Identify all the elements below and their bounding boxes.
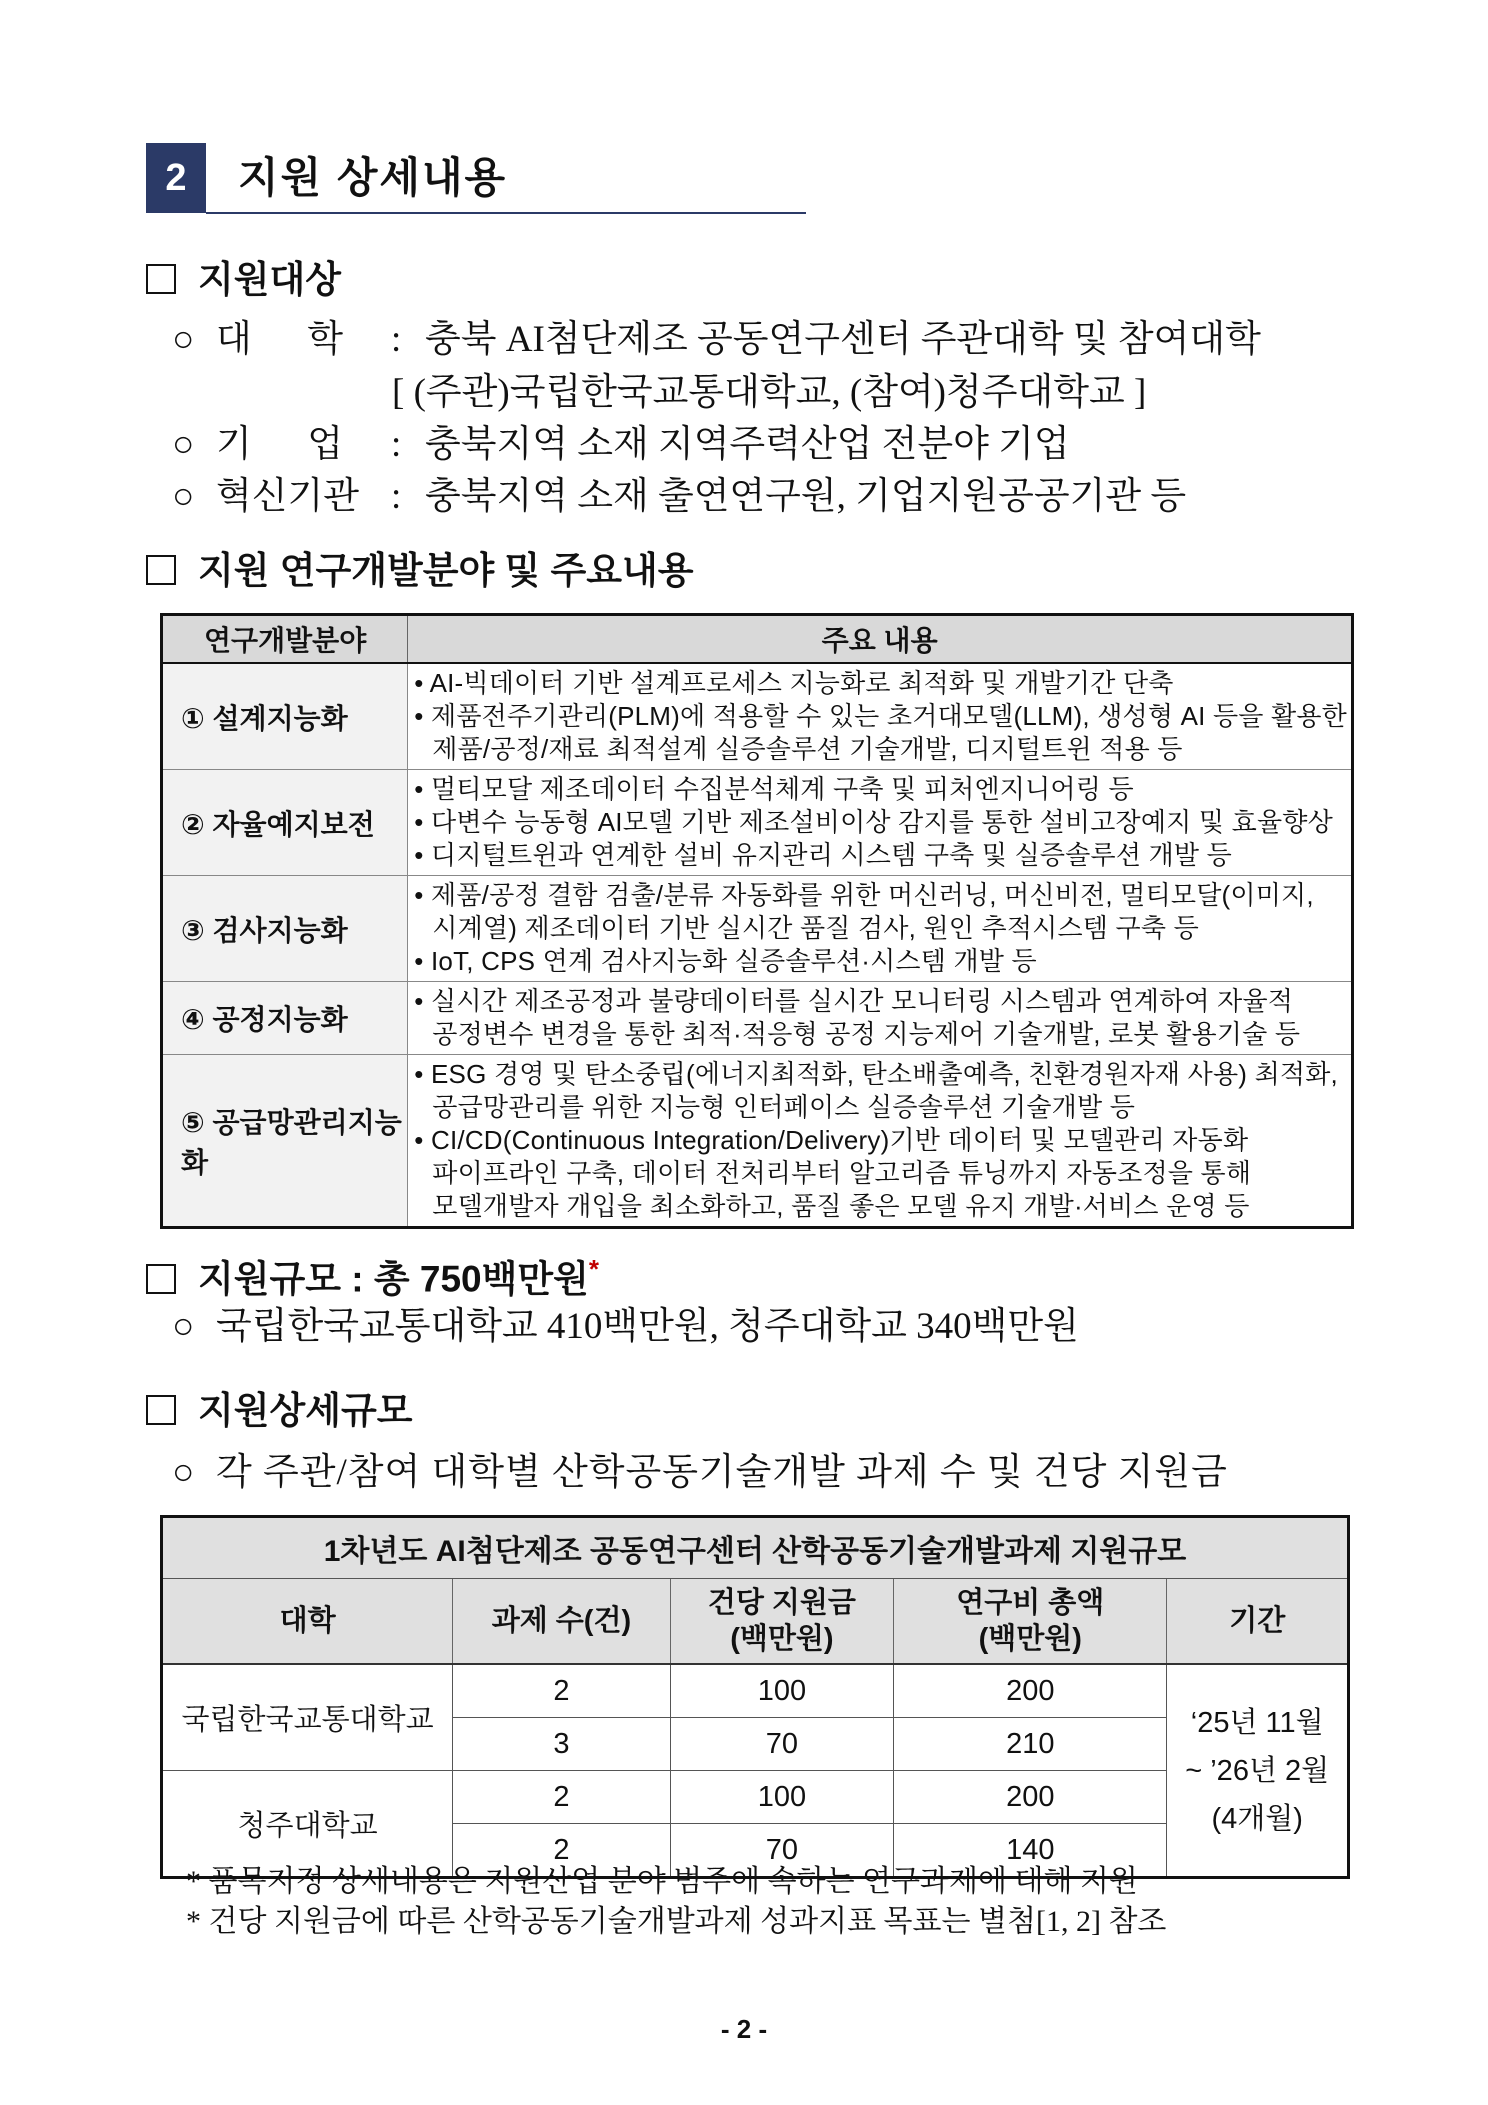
univ-cell: 국립한국교통대학교 — [162, 1664, 453, 1771]
col-content-header: 주요 내용 — [408, 615, 1353, 664]
table-row — [162, 982, 1353, 1055]
table-row — [162, 1664, 1349, 1718]
field-content: • ESG 경영 및 탄소중립(에너지최적화, 탄소배출예측, 친환경원자재 사용) 최적화, 공급망관리를 위한 지능형 인터페이스 실증솔루션 기술개발 등 • CI/CD(Continuous Integration/Delivery)기반 데이터 및 모델관리 자동화 파이프라인 구축, 데이터 전처리부터 알고리즘 튜닝까지 자동조정을 통해 모델개발자 개입을 최소화하고, 품질 좋은 모델 유지 개발·서비스 운영 등 — [408, 1055, 1353, 1228]
per-cell: 100 — [670, 1664, 893, 1718]
scale-detail: ○ 국립한국교통대학교 410백만원, 청주대학교 340백만원 — [172, 1302, 1079, 1352]
section-title: 지원 상세내용 — [238, 154, 508, 201]
checkbox-square-icon — [146, 1264, 176, 1294]
checkbox-square-icon — [146, 264, 176, 294]
circle-bullet-icon: ○ — [172, 1452, 196, 1493]
target-university: ○ 대 학 : 충북 AI첨단제조 공동연구센터 주관대학 및 참여대학 — [172, 315, 1261, 365]
count-cell: 3 — [453, 1718, 670, 1771]
total-cell: 200 — [894, 1664, 1167, 1718]
field-name: ② 자율예지보전 — [162, 770, 408, 876]
table-title: 1차년도 AI첨단제조 공동연구센터 산학공동기술개발과제 지원규모 — [162, 1517, 1349, 1579]
section-header — [146, 143, 666, 213]
circle-bullet-icon: ○ — [172, 424, 195, 465]
section-underline — [206, 212, 806, 214]
target-company: ○ 기 업 : 충북지역 소재 지역주력산업 전분야 기업 — [172, 420, 1070, 470]
section-number: 2 — [146, 143, 206, 213]
detail-scale-bullet: ○ 각 주관/참여 대학별 산학공동기술개발 과제 수 및 건당 지원금 — [172, 1448, 1228, 1498]
circle-bullet-icon: ○ — [172, 1306, 195, 1347]
period-cell: ‘25년 11월 ~ ’26년 2월 (4개월) — [1167, 1664, 1349, 1878]
checkbox-square-icon — [146, 555, 176, 585]
target-university-detail: [ (주관)국립한국교통대학교, (참여)청주대학교 ] — [392, 372, 1147, 413]
table-row — [162, 663, 1353, 770]
table-row — [162, 1055, 1353, 1228]
col-per-header: 건당 지원금 (백만원) — [670, 1579, 893, 1665]
circle-bullet-icon: ○ — [172, 319, 195, 360]
col-count-header: 과제 수(건) — [453, 1579, 670, 1665]
total-cell: 200 — [894, 1771, 1167, 1824]
target-institution: ○ 혁신기관 : 충북지역 소재 출연연구원, 기업지원공공기관 등 — [172, 472, 1186, 522]
field-content: • 멀티모달 제조데이터 수집분석체계 구축 및 피처엔지니어링 등 • 다변수 능동형 AI모델 기반 제조설비이상 감지를 통한 설비고장예지 및 효율향상 • 디지털트윈과 연계한 설비 유지관리 시스템 구축 및 실증솔루션 개발 등 — [408, 770, 1353, 876]
field-content: • 제품/공정 결함 검출/분류 자동화를 위한 머신러닝, 머신비전, 멀티모달(이미지, 시계열) 제조데이터 기반 실시간 품질 검사, 원인 추적시스템 구축 등 • IoT, CPS 연계 검사지능화 실증솔루션·시스템 개발 등 — [408, 876, 1353, 982]
table-title-row — [162, 1517, 1349, 1579]
univ-cell: 청주대학교 — [162, 1771, 453, 1878]
count-cell: 2 — [453, 1664, 670, 1718]
count-cell: 2 — [453, 1771, 670, 1824]
scale-table — [160, 1515, 1350, 1879]
table-row — [162, 770, 1353, 876]
per-cell: 70 — [670, 1718, 893, 1771]
col-field-header: 연구개발분야 — [162, 615, 408, 664]
scale-heading: 지원규모 : 총 750백만원* — [146, 1245, 599, 1293]
circle-bullet-icon: ○ — [172, 476, 195, 517]
table-row — [162, 876, 1353, 982]
asterisk-mark: * — [588, 1254, 599, 1284]
field-name: ④ 공정지능화 — [162, 982, 408, 1055]
field-content: • 실시간 제조공정과 불량데이터를 실시간 모니터링 시스템과 연계하여 자율적 공정변수 변경을 통한 최적·적응형 공정 지능제어 기술개발, 로봇 활용기술 등 — [408, 982, 1353, 1055]
table-header-row — [162, 615, 1353, 664]
targets-heading: 지원대상 — [146, 256, 341, 304]
field-name: ⑤ 공급망관리지능화 — [162, 1055, 408, 1228]
footnote: * 건당 지원금에 따른 산학공동기술개발과제 성과지표 목표는 별첨[1, 2] 참조 — [186, 1905, 1167, 1938]
footnote: * 품목지정 상세내용은 지원산업 분야 범주에 속하는 연구과제에 대해 지원 — [186, 1865, 1138, 1898]
table-header-row — [162, 1579, 1349, 1665]
field-content: • AI-빅데이터 기반 설계프로세스 지능화로 최적화 및 개발기간 단축 • 제품전주기관리(PLM)에 적용할 수 있는 초거대모델(LLM), 생성형 AI 등을 활용한 제품/공정/재료 최적설계 실증솔루션 기술개발, 디지털트윈 적용 등 — [408, 663, 1353, 770]
total-cell: 210 — [894, 1718, 1167, 1771]
rd-table — [160, 613, 1354, 1229]
col-total-header: 연구비 총액 (백만원) — [894, 1579, 1167, 1665]
per-cell: 100 — [670, 1771, 893, 1824]
count-cell: 2 — [453, 1824, 670, 1878]
total-cell: 140 — [894, 1824, 1167, 1878]
detail-scale-heading: 지원상세규모 — [146, 1387, 412, 1435]
col-univ-header: 대학 — [162, 1579, 453, 1665]
rd-heading: 지원 연구개발분야 및 주요내용 — [146, 547, 694, 595]
field-name: ③ 검사지능화 — [162, 876, 408, 982]
col-period-header: 기간 — [1167, 1579, 1349, 1665]
page-number: - 2 - — [720, 2014, 768, 2044]
per-cell: 70 — [670, 1824, 893, 1878]
field-name: ① 설계지능화 — [162, 663, 408, 770]
checkbox-square-icon — [146, 1395, 176, 1425]
